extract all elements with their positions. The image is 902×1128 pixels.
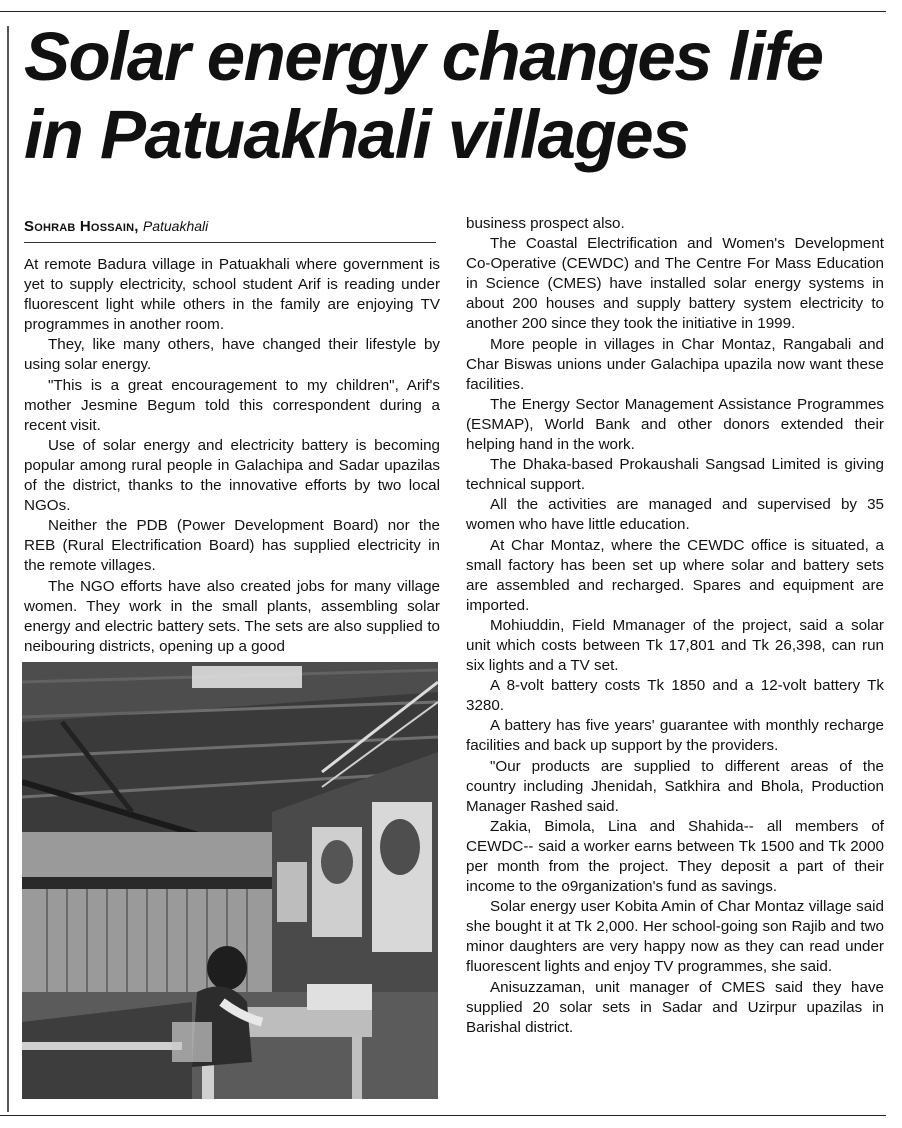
paragraph-continuation: business prospect also.: [466, 215, 625, 232]
paragraph: A 8-volt battery costs Tk 1850 and a 12-volt battery Tk 3280.: [466, 677, 884, 715]
paragraph: More people in villages in Char Montaz, Rangabali and Char Biswas unions under Galachipa upazila now want these facilities.: [466, 335, 884, 393]
paragraph: "Our products are supplied to different areas of the country including Jhenidah, Satkhira and Bhola, Production Manager Rashed said.: [466, 757, 884, 815]
paragraph: Zakia, Bimola, Lina and Shahida-- all members of CEWDC-- said a worker earns between Tk 1500 and Tk 2000 per month from the project. They deposit a part of their income to the o9rganization's fund as savings.: [466, 817, 884, 896]
paragraph: The Dhaka-based Prokaushali Sangsad Limited is giving technical support.: [466, 456, 884, 494]
article-column-2: [466, 214, 884, 1038]
headline-line-2: in Patuakhali villages: [24, 96, 689, 173]
paragraph: All the activities are managed and supervised by 35 women who have little education.: [466, 496, 884, 534]
paragraph: At remote Badura village in Patuakhali where government is yet to supply electricity, school student Arif is reading under fluorescent light while others in the family are enjoying TV programmes in another room.: [24, 256, 440, 334]
paragraph: Neither the PDB (Power Development Board) nor the REB (Rural Electrification Board) has supplied electricity in the remote villages.: [24, 517, 440, 575]
paragraph: "This is a great encouragement to my children", Arif's mother Jesmine Begum told this correspondent during a recent visit.: [24, 376, 440, 434]
bottom-rule: [0, 1115, 886, 1116]
byline: [24, 216, 436, 237]
paragraph: The Coastal Electrification and Women's Development Co-Operative (CEWDC) and The Centre For Mass Education in Science (CMES) have installed solar energy systems in about 200 houses and supply battery system electricity to another 200 since they took the initiative in 1999.: [466, 235, 884, 333]
paragraph: The NGO efforts have also created jobs for many village women. They work in the small plants, assembling solar energy and electric battery sets. The sets are also supplied to neibouring districts, opening up a good: [24, 577, 440, 655]
paragraph: Solar energy user Kobita Amin of Char Montaz village said she bought it at Tk 2,000. Her school-going son Rajib and two minor daughters are very happy now as they can read under fluorescent lights and enjoy TV programmes, she said.: [466, 898, 884, 976]
article-photo: [22, 662, 438, 1099]
top-rule: [0, 11, 886, 12]
headline-line-1: Solar energy changes life: [24, 18, 823, 95]
byline-rule: [24, 242, 436, 243]
paragraph: They, like many others, have changed their lifestyle by using solar energy.: [24, 336, 440, 374]
left-column-rule: [7, 26, 9, 1112]
author-name: Sohrab Hossain,: [24, 218, 139, 235]
article-column-1: [24, 255, 440, 657]
paragraph: The Energy Sector Management Assistance Programmes (ESMAP), World Bank and other donors extended their helping hand in the work.: [466, 395, 884, 454]
paragraph: A battery has five years' guarantee with monthly recharge facilities and back up support by the providers.: [466, 717, 884, 755]
paragraph: Mohiuddin, Field Mmanager of the project, said a solar unit which costs between Tk 17,801 and Tk 26,398, can run six lights and a TV set.: [466, 616, 884, 675]
headline: [24, 18, 884, 174]
paragraph: Use of solar energy and electricity battery is becoming popular among rural people in Galachipa and Sadar upazilas of the district, thanks to the innovative efforts by two local NGOs.: [24, 436, 440, 515]
author-location: Patuakhali: [142, 218, 209, 234]
paragraph: Anisuzzaman, unit manager of CMES said they have supplied 20 solar sets in Sadar and Uzirpur upazilas in Barishal district.: [466, 978, 884, 1036]
paragraph: At Char Montaz, where the CEWDC office is situated, a small factory has been set up where solar and battery sets are assembled and recharged. Spares and equipment are imported.: [466, 536, 884, 614]
